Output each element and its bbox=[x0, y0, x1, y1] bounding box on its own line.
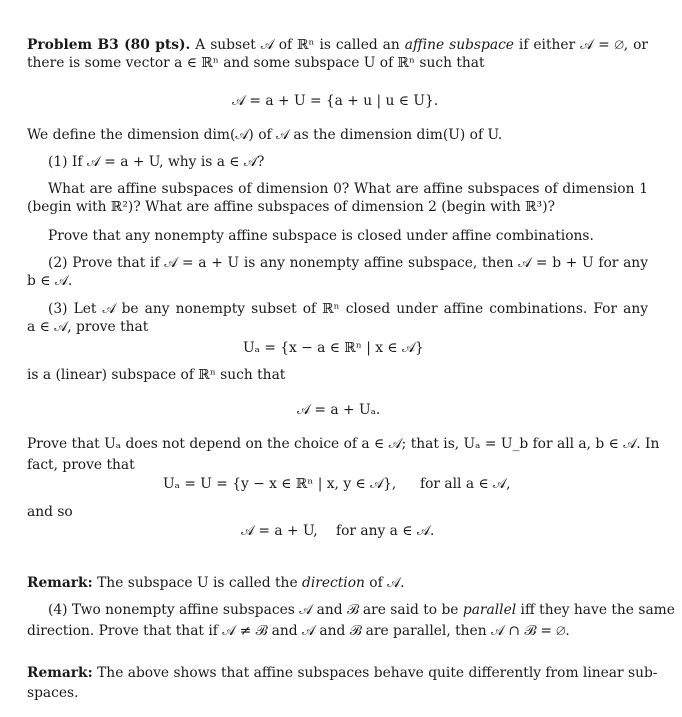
part4-line2: direction. Prove that that if 𝒜 ≠ ℬ and 𝒜 and ℬ are parallel, then 𝒜 ∩ ℬ = ∅. bbox=[27, 623, 570, 639]
part1-line2: (begin with ℝ²)? What are affine subspaces of dimension 2 (begin with ℝ³)? bbox=[27, 199, 555, 215]
and-so-text: and so bbox=[27, 504, 73, 520]
part4-line1: (4) Two nonempty affine subspaces 𝒜 and ℬ are said to be parallel iff they have the same bbox=[48, 602, 675, 618]
problem-intro-line2: there is some vector a ∈ ℝⁿ and some subspace U of ℝⁿ such that bbox=[27, 55, 485, 71]
part2-line2: b ∈ 𝒜. bbox=[27, 273, 73, 289]
part1-question: (1) If 𝒜 = a + U, why is a ∈ 𝒜? bbox=[48, 154, 265, 170]
equation-a-plus-u: 𝒜 = a + U, bbox=[241, 523, 318, 539]
remark-behavior-line2: spaces. bbox=[27, 685, 79, 701]
equation-affine-definition: 𝒜 = a + U = {a + u | u ∈ U}. bbox=[232, 93, 439, 109]
equation-ua-equals-u: Uₐ = U = {y − x ∈ ℝⁿ | x, y ∈ 𝒜}, bbox=[163, 476, 397, 492]
part3-line4: Prove that Uₐ does not depend on the choice of a ∈ 𝒜; that is, Uₐ = U_b for all a, b ∈ 𝒜. In bbox=[27, 436, 660, 452]
part2-line1: (2) Prove that if 𝒜 = a + U is any nonempty affine subspace, then 𝒜 = b + U for any bbox=[48, 255, 648, 271]
term-direction: direction bbox=[302, 575, 365, 591]
remark-behavior: Remark: The above shows that affine subspaces behave quite differently from linear sub- bbox=[27, 665, 658, 681]
remark-direction: Remark: The subspace U is called the direction of 𝒜. bbox=[27, 575, 405, 591]
part3-line1: (3) Let 𝒜 be any nonempty subset of ℝⁿ closed under affine combinations. For any bbox=[48, 301, 648, 317]
part3-line2: a ∈ 𝒜, prove that bbox=[27, 319, 149, 335]
problem-intro-line1: Problem B3 (80 pts). A subset 𝒜 of ℝⁿ is called an affine subspace if either 𝒜 = ∅, or bbox=[27, 37, 648, 53]
remark-label: Remark: bbox=[27, 665, 93, 681]
part3-line5: fact, prove that bbox=[27, 457, 135, 473]
term-affine-subspace: affine subspace bbox=[404, 37, 514, 53]
equation-final-condition: for any a ∈ 𝒜. bbox=[336, 523, 435, 539]
problem-label: Problem B3 (80 pts). bbox=[27, 37, 191, 53]
remark-label: Remark: bbox=[27, 575, 93, 591]
equation-ua-definition: Uₐ = {x − a ∈ ℝⁿ | x ∈ 𝒜} bbox=[243, 340, 424, 356]
part3-line3: is a (linear) subspace of ℝⁿ such that bbox=[27, 367, 286, 383]
term-parallel: parallel bbox=[462, 602, 517, 618]
part1-line1: What are affine subspaces of dimension 0? What are affine subspaces of dimension 1 bbox=[48, 181, 648, 197]
equation-a-plus-ua: 𝒜 = a + Uₐ. bbox=[297, 402, 381, 418]
equation-ua-condition: for all a ∈ 𝒜, bbox=[420, 476, 511, 492]
dimension-definition: We define the dimension dim(𝒜) of 𝒜 as the dimension dim(U) of U. bbox=[27, 127, 503, 143]
part1-prove: Prove that any nonempty affine subspace is closed under affine combinations. bbox=[48, 228, 594, 244]
